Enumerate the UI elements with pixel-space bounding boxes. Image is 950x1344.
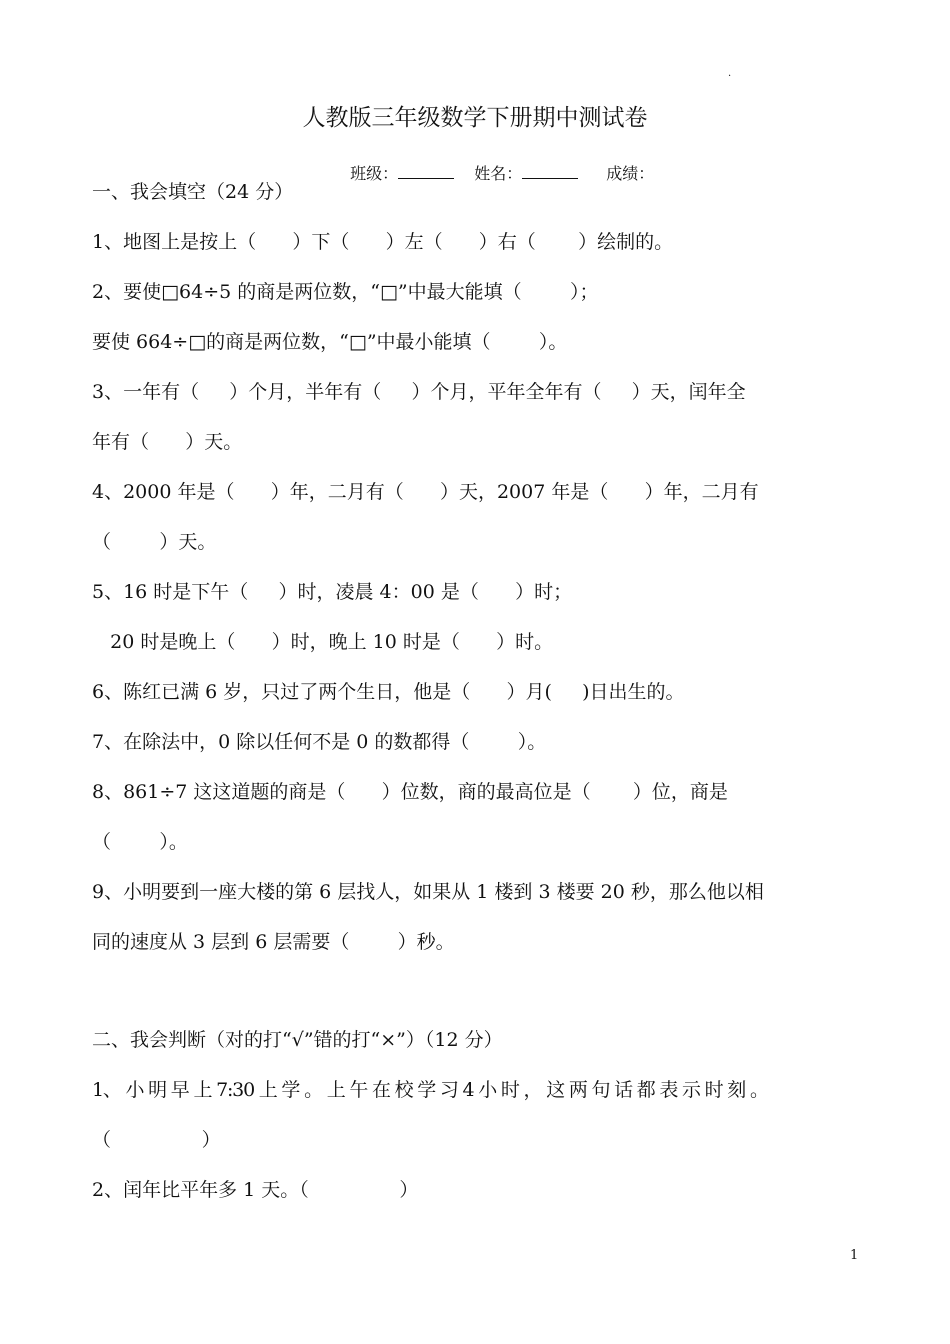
page-number: 1 xyxy=(850,1248,859,1263)
question-line: （ ）天。 xyxy=(92,531,217,553)
student-info-row xyxy=(340,144,654,184)
question-line: 5、16 时是下午（ ）时，凌晨 4：00 是（ ）时； xyxy=(92,581,573,603)
question-line: 1、地图上是按上（ ）下（ ）左（ ）右（ ）绘制的。 xyxy=(92,231,674,253)
question-line: 2、要使□64÷5 的商是两位数，“□”中最大能填（ ）； xyxy=(92,281,599,303)
question-line: （ ） xyxy=(92,1129,221,1151)
question-line: 1、 小 明 早 上 7:30 上 学 。 上 午 在 校 学 习 4 小 时 ， 这 两 句 话 都 表 示 时 刻 。 xyxy=(92,1079,768,1101)
question-line: 7、在除法中，0 除以任何不是 0 的数都得（ ）。 xyxy=(92,731,547,753)
question-line: 同的速度从 3 层到 6 层需要（ ）秒。 xyxy=(92,931,455,953)
question-line: 8、861÷7 这这道题的商是（ ）位数，商的最高位是（ ）位，商是 xyxy=(92,781,728,803)
name-label: 姓名： xyxy=(474,164,523,183)
question-line: 20 时是晚上（ ）时，晚上 10 时是（ ）时。 xyxy=(92,631,554,653)
question-line: 3、一年有（ ）个月，半年有（ ）个月，平年全年有（ ）天，闰年全 xyxy=(92,381,746,403)
score-label: 成绩： xyxy=(606,164,655,183)
class-blank xyxy=(398,164,454,179)
section1-heading: 一、我会填空（24 分） xyxy=(92,181,294,203)
question-line: 4、2000 年是（ ）年，二月有（ ）天，2007 年是（ ）年，二月有 xyxy=(92,481,759,503)
class-label: 班级： xyxy=(350,164,399,183)
question-line: 6、陈红已满 6 岁，只过了两个生日，他是（ ）月( )日出生的。 xyxy=(92,681,685,703)
question-line: 年有（ ）天。 xyxy=(92,431,243,453)
page-title: 人教版三年级数学下册期中测试卷 xyxy=(302,105,648,131)
section2-heading: 二、我会判断（对的打“√”错的打“×”）（12 分） xyxy=(92,1029,503,1051)
name-blank xyxy=(522,164,578,179)
corner-mark: . xyxy=(728,68,732,79)
question-line: 2、闰年比平年多 1 天。（ ） xyxy=(92,1179,419,1201)
question-line: （ ）。 xyxy=(92,831,188,853)
question-line: 要使 664÷□的商是两位数，“□”中最小能填（ ）。 xyxy=(92,331,568,353)
question-line: 9、小明要到一座大楼的第 6 层找人，如果从 1 楼到 3 楼要 20 秒，那么他以相 xyxy=(92,881,764,903)
